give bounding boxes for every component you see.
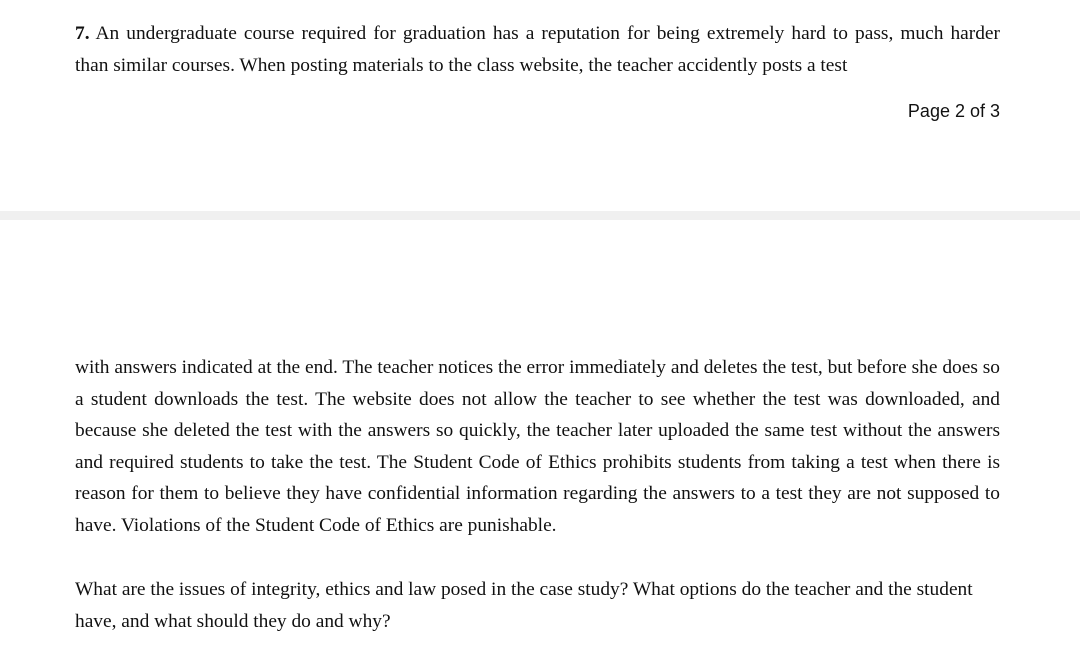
page-number-footer: Page 2 of 3 xyxy=(907,101,1000,121)
question-7-text-start xyxy=(75,18,1000,81)
page-2 xyxy=(0,0,1080,211)
question-text-part1: An undergraduate course required for graduation has a reputation for being extremely hard to pass, much harder than similar courses. When posting materials to the class website, the teacher accidently posts a test xyxy=(75,23,1000,76)
page-separator xyxy=(0,211,1080,220)
question-7-text-continued: with answers indicated at the end. The teacher notices the error immediately and deletes the test, but before she does so a student downloads the test. The website does not allow the teacher to see whether the test was downloaded, and because she deleted the test with the answers so quickly, the teacher later uploaded the same test without the answers and required students to take the test. The Student Code of Ethics prohibits students from taking a test when there is reason for them to believe they have confidential information regarding the answers to a test they are not supposed to have. Violations of the Student Code of Ethics are punishable. xyxy=(75,357,1000,536)
page-3 xyxy=(0,220,1080,659)
question-7-prompt: What are the issues of integrity, ethics and law posed in the case study? What options do the teacher and the student have, and what should they do and why? xyxy=(75,579,973,632)
question-number: 7. xyxy=(75,23,90,44)
